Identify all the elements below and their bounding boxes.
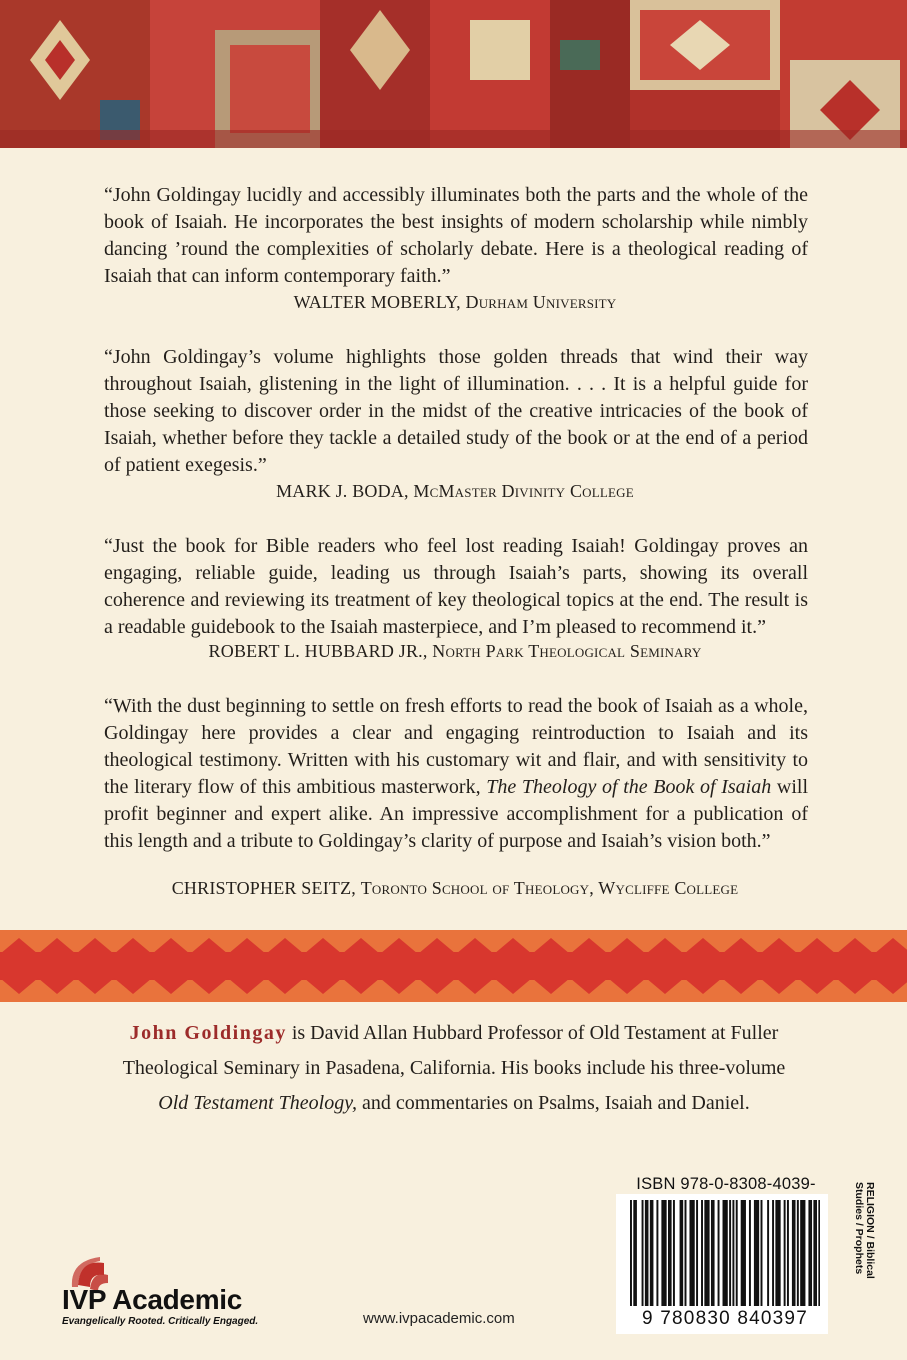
barcode-bar: [744, 1200, 746, 1306]
barcode: [630, 1200, 820, 1310]
barcode-bar: [779, 1200, 781, 1306]
barcode-bar: [777, 1200, 779, 1306]
barcode-bar: [673, 1200, 675, 1306]
publisher-name: IVP Academic: [62, 1284, 243, 1315]
barcode-bar: [708, 1200, 710, 1306]
bio-book-title: Old Testament Theology,: [158, 1092, 358, 1114]
barcode-bar: [754, 1200, 756, 1306]
rug-pattern: [0, 0, 907, 148]
zigzag-pattern: [0, 930, 907, 1002]
barcode-bar: [635, 1200, 637, 1306]
barcode-bar: [670, 1200, 672, 1306]
barcode-bar: [642, 1200, 644, 1306]
publisher-url: www.ivpacademic.com: [363, 1310, 515, 1327]
blurb-quote-3: “Just the book for Bible readers who feel lost reading Isaiah! Goldingay proves an engaging, reliable guide, leading us through Isaiah’s parts, showing its overall coherence and reviewing its treatment of key theological topics at the end. The result is a readable guidebook to the Isaiah masterpiece, and I’m pleased to recommend it.”: [104, 535, 808, 638]
blurb-author-4: CHRISTOPHER SEITZ,: [171, 878, 356, 898]
barcode-bar: [724, 1200, 726, 1306]
barcode-bar: [772, 1200, 774, 1306]
barcode-bar: [718, 1200, 720, 1306]
barcode-bar: [818, 1200, 820, 1306]
barcode-bar: [767, 1200, 769, 1306]
barcode-bar: [761, 1200, 763, 1306]
barcode-bar: [651, 1200, 653, 1306]
blurb-affiliation-2: McMaster Divinity College: [413, 481, 634, 501]
barcode-bar: [685, 1200, 687, 1306]
blurb-author-3: ROBERT L. HUBBARD JR.,: [208, 641, 428, 661]
cover-rug-image: [0, 0, 907, 148]
blurb-attribution-4: [100, 877, 810, 899]
barcode-bar: [800, 1200, 802, 1306]
blurb-quote-4: [104, 693, 808, 855]
blurb-affiliation-3: North Park Theological Seminary: [432, 641, 702, 661]
barcode-bar: [757, 1200, 759, 1306]
bisac-category: RELIGION / Biblical Studies / Prophets: [853, 1182, 876, 1279]
blurb-affiliation-4: Toronto School of Theology, Wycliffe College: [360, 878, 739, 898]
barcode-bar: [630, 1200, 632, 1306]
barcode-bar: [808, 1200, 810, 1306]
barcode-bar: [794, 1200, 796, 1306]
barcode-bar: [732, 1200, 734, 1306]
author-name: John Goldingay: [129, 1022, 287, 1044]
isbn-label: ISBN 978-0-8308-4039-: [636, 1175, 816, 1193]
blurb-author-2: MARK J. BODA,: [276, 481, 409, 501]
barcode-bar: [693, 1200, 695, 1306]
blurb-attribution-1: [100, 291, 810, 313]
barcode-bar: [663, 1200, 665, 1306]
blurb-quote-4-book-title: The Theology of the Book of Isaiah: [486, 776, 772, 798]
barcode-bar: [701, 1200, 703, 1306]
blurb-quote-1: “John Goldingay lucidly and accessibly illuminates both the parts and the whole of the book of Isaiah. He incorporates the best insights of modern scholarship while nimbly dancing ’round the complexities of scholarly debate. Here is a theological reading of Isaiah that can inform contemporary faith.”: [104, 184, 808, 287]
barcode-bar: [633, 1200, 635, 1306]
barcode-bar: [665, 1200, 667, 1306]
barcode-bar: [681, 1200, 683, 1306]
barcode-bar: [736, 1200, 738, 1306]
bio-text-2: and commentaries on Psalms, Isaiah and Daniel.: [357, 1092, 750, 1114]
barcode-bar: [784, 1200, 786, 1306]
blurb-affiliation-1: Durham University: [465, 292, 617, 312]
barcode-bar: [647, 1200, 649, 1306]
barcode-bar: [696, 1200, 698, 1306]
barcode-bar: [810, 1200, 812, 1306]
barcode-digits: 9 780830 840397: [630, 1308, 820, 1330]
author-bio: [110, 1016, 798, 1121]
decorative-zigzag-band: [0, 930, 907, 1002]
barcode-bar: [787, 1200, 789, 1306]
barcode-bar: [815, 1200, 817, 1306]
barcode-bar: [713, 1200, 715, 1306]
bio-text-1: is David Allan Hubbard Professor of Old Testament at Fuller Theological Seminary in Pasadena, California. His books include his three-volume: [122, 1022, 786, 1079]
barcode-bar: [797, 1200, 799, 1306]
publisher-tagline: Evangelically Rooted. Critically Engaged.: [62, 1316, 259, 1327]
blurb-author-1: WALTER MOBERLY,: [293, 292, 461, 312]
blurb-quote-4-part-1: “With the dust beginning to settle on fresh efforts to read the book of Isaiah as a whole, Goldingay here provides a clear and engaging reintroduction to Isaiah and its theological testimony. Written with his customary wit and flair, and with sensitivity to the literary flow of this ambitious masterwork,: [104, 695, 808, 798]
blurb-attribution-2: [100, 480, 810, 502]
blurb-attribution-3: [100, 640, 810, 662]
barcode-bar: [729, 1200, 731, 1306]
barcode-bar: [656, 1200, 658, 1306]
blurb-quote-4-part-2: will profit beginner and expert alike. An impressive accomplishment for a publication of this length and a tribute to Goldingay’s clarity of purpose and Isaiah’s vision both.”: [104, 776, 808, 852]
barcode-bar: [792, 1200, 794, 1306]
barcode-bar: [749, 1200, 751, 1306]
blurb-quote-2: “John Goldingay’s volume highlights those golden threads that wind their way throughout Isaiah, glistening in the light of illumination. . . . It is a helpful guide for those seeking to discover order in the midst of the creative intricacies of the book of Isaiah, whether before they tackle a detailed study of the book or at the end of a period of patient exegesis.”: [104, 346, 808, 476]
barcode-bar: [803, 1200, 805, 1306]
barcode-bar: [726, 1200, 728, 1306]
